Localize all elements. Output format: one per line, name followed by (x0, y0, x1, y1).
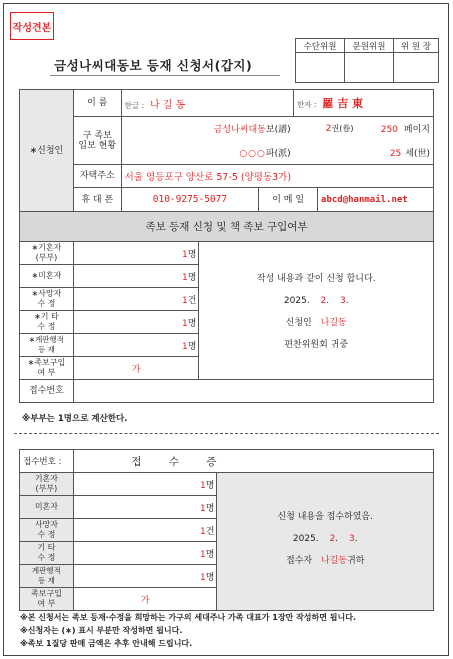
email-label: 이 메 일 (259, 188, 318, 212)
rcpt-record-label: 계판행적 등 재 (20, 565, 74, 588)
reg-married-label: ∗기혼자 (부부) (20, 242, 74, 265)
name-label: 이 름 (73, 90, 121, 117)
rcpt-single-value: 1 (200, 503, 206, 514)
reg-deceased-field[interactable] (73, 288, 199, 311)
reg-record-unit: 명 (187, 341, 197, 352)
rcpt-single-unit: 명 (205, 503, 215, 514)
reg-other-unit: 명 (187, 318, 197, 329)
reg-record-value: 1 (181, 341, 188, 352)
registration-message-box (199, 242, 434, 380)
reg-record-field[interactable] (73, 334, 199, 357)
hanja-name: 羅 吉 東 (322, 97, 364, 110)
branch-suffix: 파(派) (265, 148, 291, 159)
registration-header: 족보 등재 신청 및 책 족보 구입여부 (20, 212, 434, 242)
reg-purchase-field[interactable] (73, 357, 199, 380)
reg-married-unit: 명 (187, 249, 197, 260)
registration-message: 작성 내용과 같이 신청 합니다. (256, 273, 376, 284)
rcpt-married-unit: 명 (205, 480, 215, 491)
address-label: 자택주소 (73, 165, 121, 188)
volume-field[interactable] (294, 117, 357, 141)
reg-purchase-value: 가 (131, 364, 141, 375)
receipt-receiver (220, 550, 430, 572)
reg-single-unit: 명 (187, 272, 197, 283)
cut-line (14, 433, 439, 434)
form-title: 금성나씨대동보 등재 신청서(갑지) (54, 58, 253, 73)
rcpt-receiver-suffix: 귀하 (347, 555, 365, 566)
rcpt-record-value: 1 (200, 572, 206, 583)
rcpt-receiver-name: 나길동 (320, 555, 348, 566)
rcpt-other-value: 1 (200, 549, 206, 560)
reg-other-field[interactable] (73, 311, 199, 334)
receipt-message-box (217, 473, 434, 611)
reg-date-day: 3 (339, 295, 346, 306)
approval-header-1: 수단위원 (296, 39, 345, 53)
reg-other-value: 1 (181, 318, 188, 329)
hanja-name-field[interactable] (294, 90, 434, 117)
rcpt-married-field[interactable] (73, 473, 217, 496)
rcpt-deceased-field[interactable] (73, 519, 217, 542)
hangul-name: 나 길 동 (149, 99, 186, 111)
registration-date: 2025. 2. 3. (283, 295, 349, 306)
genealogy-label-2: 입보 현황 (78, 140, 117, 151)
rcpt-deceased-value: 1 (200, 526, 206, 537)
applicant-section-label: ∗신청인 (20, 90, 74, 212)
hangul-name-field[interactable] (121, 90, 293, 117)
footnote-1: ※본 신청서는 족보 등재·수정을 희망하는 가구의 세대주나 가족 대표가 1장만 작성하면 됩니다. (20, 613, 356, 622)
branch-value: ○○○ (239, 148, 266, 159)
title-underline (50, 75, 280, 76)
rcpt-date-day: 3 (348, 533, 355, 544)
hangul-prefix: 한글 : (124, 100, 145, 110)
reg-single-value: 1 (181, 272, 188, 283)
reg-applicant-name: 나길동 (320, 317, 347, 328)
volume-value: 2 (325, 124, 332, 135)
receipt-header: 접 수 증 (73, 450, 433, 473)
reg-married-field[interactable] (73, 242, 199, 265)
rcpt-record-unit: 명 (205, 572, 215, 583)
genealogy-label (73, 117, 121, 165)
reg-date-month: 2 (320, 295, 327, 306)
rcpt-deceased-unit: 건 (205, 526, 215, 537)
reg-purchase-label: ∗족보구입 여 부 (20, 357, 74, 380)
phone-label: 휴 대 폰 (73, 188, 121, 212)
approval-header-2: 문원위원 (345, 39, 394, 53)
reg-married-value: 1 (181, 249, 188, 260)
reg-single-label: ∗미혼자 (20, 265, 74, 288)
receipt-date: 2025. 2. 3. (292, 533, 358, 544)
receipt-message: 신청 내용을 접수하였음. (277, 511, 373, 522)
old-book-name: 금성나씨대동 (213, 125, 266, 136)
address-field[interactable]: 서울 영등포구 양산로 57-5 (양평동3가) (121, 165, 433, 188)
receipt-no-field[interactable]: 접수번호 : (20, 450, 74, 473)
footnote-2: ※신청자는 (∗) 표시 부분만 작성하면 됩니다. (20, 626, 183, 635)
rcpt-record-field[interactable] (73, 565, 217, 588)
footnote-3: ※족보 1질당 판매 금액은 추후 안내해 드립니다. (20, 639, 193, 648)
reg-deceased-value: 1 (181, 295, 188, 306)
reg-other-label: ∗기 타 수 정 (20, 311, 74, 334)
reg-deceased-label: ∗사망자 수 정 (20, 288, 74, 311)
approval-sign-1[interactable] (296, 53, 345, 83)
rcpt-single-field[interactable] (73, 496, 217, 519)
reg-deceased-unit: 건 (187, 295, 197, 306)
old-book-suffix: 보(譜) (265, 125, 291, 136)
application-table (19, 89, 434, 403)
generation-suffix: 세(世) (405, 148, 430, 159)
couple-note: ※부부는 1명으로 계산한다. (22, 414, 128, 424)
rcpt-purchase-label: 족보구입 여 부 (20, 588, 74, 611)
rcpt-deceased-label: 사망자 수 정 (20, 519, 74, 542)
reg-single-field[interactable] (73, 265, 199, 288)
genealogy-label-1: 구 족보 (82, 130, 112, 141)
rcpt-other-field[interactable] (73, 542, 217, 565)
reg-record-label: ∗계판행적 등 재 (20, 334, 74, 357)
reg-receipt-no-label: 접수번호 (20, 380, 74, 403)
email-field[interactable]: abcd@hanmail.net (318, 188, 434, 212)
sample-stamp: 작성견본 (10, 12, 54, 40)
phone-field[interactable]: 010-9275-5077 (121, 188, 259, 212)
rcpt-purchase-field[interactable] (73, 588, 217, 611)
reg-date-year: 2025. (283, 295, 310, 306)
approval-sign-2[interactable] (345, 53, 394, 83)
reg-receipt-no-field[interactable] (73, 380, 433, 403)
receipt-table (19, 449, 434, 611)
rcpt-date-year: 2025. (292, 533, 319, 544)
rcpt-married-label: 기혼자 (부부) (20, 473, 74, 496)
page-field[interactable] (357, 117, 434, 141)
page-suffix: 페이지 (403, 125, 430, 136)
rcpt-other-label: 기 타 수 정 (20, 542, 74, 565)
rcpt-single-label: 미혼자 (20, 496, 74, 519)
page-value: 250 (380, 125, 398, 136)
approval-table (295, 38, 439, 83)
generation-value: 25 (389, 148, 402, 159)
rcpt-date-month: 2 (329, 533, 336, 544)
rcpt-married-value: 1 (200, 480, 206, 491)
branch-field[interactable] (121, 141, 293, 165)
approval-sign-3[interactable] (394, 53, 439, 83)
registration-applicant (202, 312, 430, 334)
rcpt-receiver-prefix: 접수자 (286, 555, 313, 566)
rcpt-purchase-value: 가 (140, 595, 150, 606)
volume-suffix: 권(卷) (331, 124, 354, 134)
reg-applicant-prefix: 신청인 (285, 317, 312, 328)
generation-field[interactable] (357, 141, 434, 165)
old-book-field[interactable] (121, 117, 293, 141)
rcpt-other-unit: 명 (205, 549, 215, 560)
hanja-prefix: 한자 : (297, 100, 317, 109)
approval-header-3: 위 원 장 (394, 39, 439, 53)
registration-recipient: 편찬위원회 귀중 (284, 339, 349, 350)
